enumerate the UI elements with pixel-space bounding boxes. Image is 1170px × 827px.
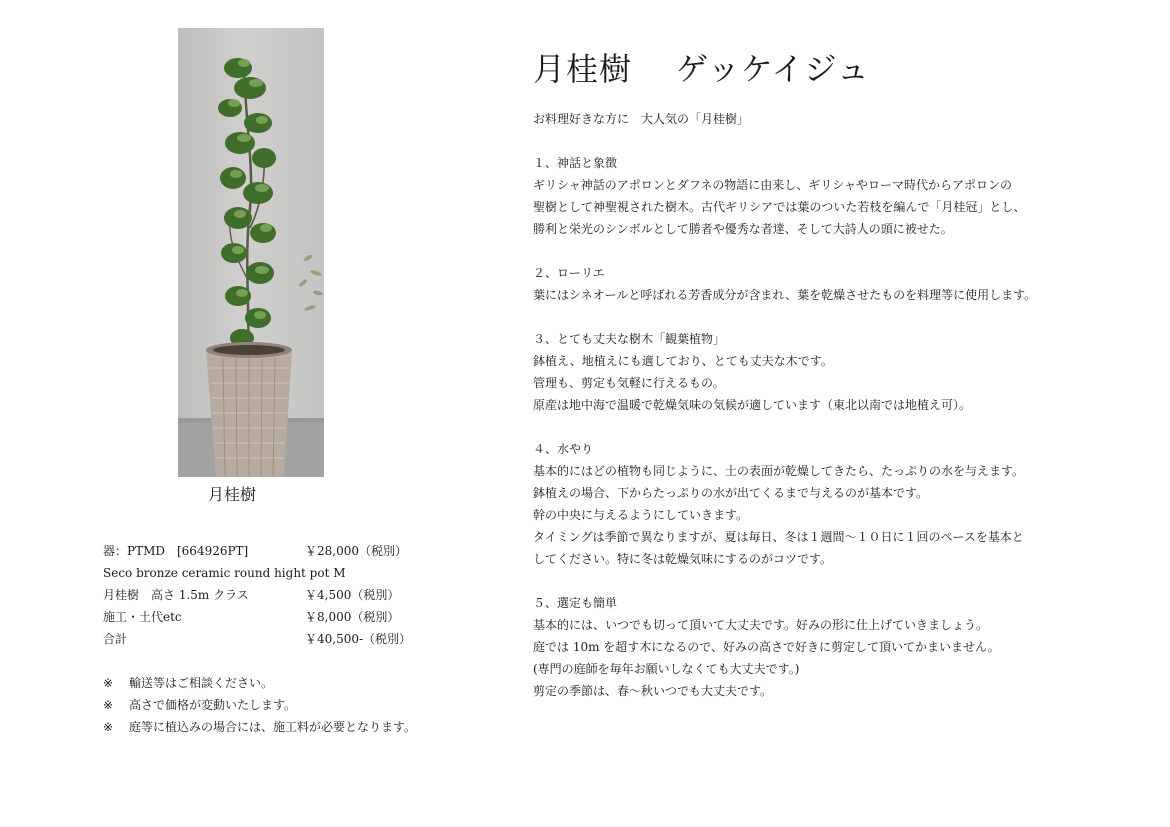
- section-line: 原産は地中海で温暖で乾燥気味の気候が適しています（東北以南では地植え可）。: [533, 398, 972, 412]
- laurel-plant-illustration: [178, 28, 324, 477]
- section-line: 剪定の季節は、春～秋いつでも大丈夫です。: [533, 684, 773, 698]
- section-line: 管理も、剪定も気軽に行えるもの。: [533, 376, 725, 390]
- section-heading: １、神話と象徴: [533, 156, 618, 170]
- notes-list: [103, 672, 416, 738]
- note-item: [103, 716, 416, 738]
- note-text: 庭等に植込みの場合には、施工料が必要となります。: [129, 720, 417, 734]
- note-mark: ※: [103, 676, 114, 690]
- price-label: 器：PTMD [664926PT]: [103, 544, 249, 558]
- section-heading: ３、とても丈夫な樹木「観葉植物」: [533, 332, 726, 346]
- price-label: Seco bronze ceramic round hight pot M: [103, 566, 346, 580]
- intro-text: お料理好きな方に 大人気の「月桂樹」: [533, 112, 750, 126]
- page-title: [533, 44, 870, 90]
- section-line: (専門の庭師を毎年お願いしなくても大丈夫です。): [533, 662, 800, 676]
- section-heading: ５、選定も簡単: [533, 596, 618, 610]
- section-line: 庭では 10m を超す木になるので、好みの高さで好きに剪定して頂いてかまいません。: [533, 640, 1000, 654]
- price-label: 施工・土代etc: [103, 610, 182, 624]
- section-heading: ４、水やり: [533, 442, 594, 456]
- note-item: [103, 694, 416, 716]
- price-label: 月桂樹 高さ 1.5m クラス: [103, 588, 249, 602]
- note-mark: ※: [103, 720, 114, 734]
- section-line: 幹の中央に与えるようにしていきます。: [533, 508, 749, 522]
- price-value: ￥8,000（税別）: [305, 610, 400, 624]
- section-line: 基本的には、いつでも切って頂いて大丈夫です。好みの形に仕上げていきましょう。: [533, 618, 989, 632]
- section-line: 勝利と栄光のシンボルとして勝者や優秀な者達、そして大詩人の頭に被せた。: [533, 222, 953, 236]
- title-kanji: 月桂樹: [533, 50, 633, 88]
- description: [533, 108, 1133, 702]
- section-line: 聖樹として神聖視された樹木。古代ギリシアでは葉のついた若枝を編んで「月桂冠」とし、: [533, 200, 1026, 214]
- price-value: ￥4,500（税別）: [305, 588, 400, 602]
- section-line: タイミングは季節で異なりますが、夏は毎日、冬は１週間～１０日に１回のペースを基本と: [533, 530, 1024, 544]
- note-mark: ※: [103, 698, 114, 712]
- section-line: 葉にはシネオールと呼ばれる芳香成分が含まれ、葉を乾燥させたものを料理等に使用します。: [533, 288, 1037, 302]
- section-heading: ２、ローリエ: [533, 266, 605, 280]
- title-kana: ゲッケイジュ: [676, 50, 870, 88]
- section-line: 基本的にはどの植物も同じように、土の表面が乾燥してきたら、たっぷりの水を与えます。: [533, 464, 1025, 478]
- note-text: 輸送等はご相談ください。: [129, 676, 274, 690]
- price-value: ￥40,500-（税別）: [305, 632, 412, 646]
- section-line: 鉢植えの場合、下からたっぷりの水が出てくるまで与えるのが基本です。: [533, 486, 929, 500]
- note-item: [103, 672, 416, 694]
- price-label: 合計: [103, 632, 128, 646]
- section-line: してください。特に冬は乾燥気味にするのがコツです。: [533, 552, 833, 566]
- section-line: 鉢植え、地植えにも適しており、とても丈夫な木です。: [533, 354, 833, 368]
- price-value: ￥28,000（税別）: [305, 544, 407, 558]
- plant-photo: [178, 28, 324, 477]
- photo-caption: 月桂樹: [208, 485, 257, 504]
- section-line: ギリシャ神話のアポロンとダフネの物語に由来し、ギリシャやローマ時代からアポロンの: [533, 178, 1013, 192]
- note-text: 高さで価格が変動いたします。: [129, 698, 297, 712]
